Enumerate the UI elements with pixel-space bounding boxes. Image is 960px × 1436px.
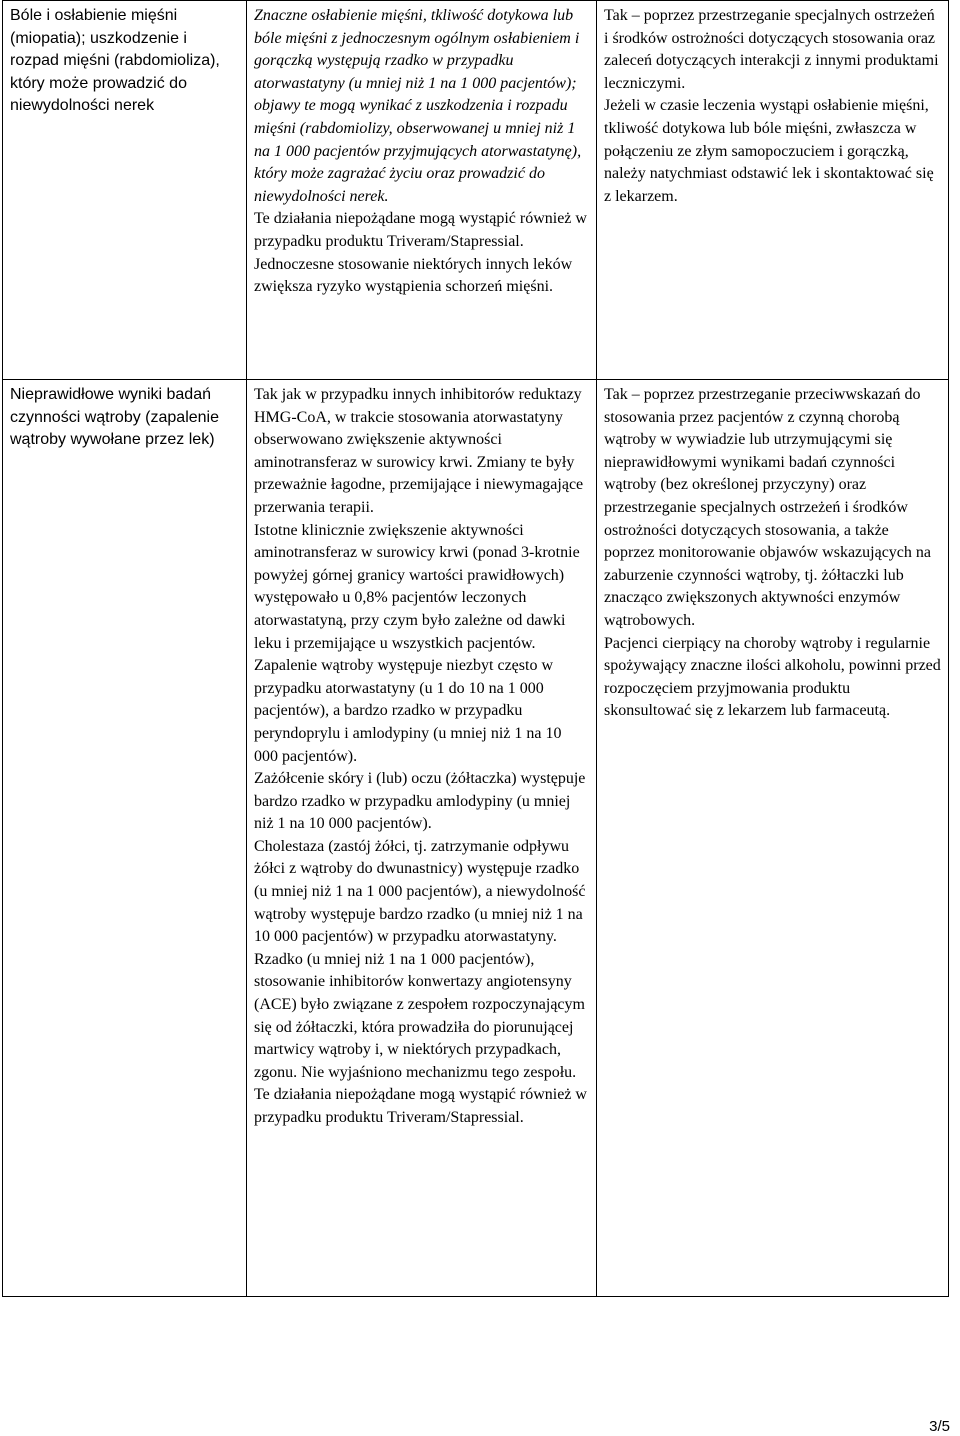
description-cell	[247, 1, 597, 380]
minimization-cell	[597, 1, 949, 380]
effect-text: Nieprawidłowe wyniki badań czynności wątroby (zapalenie wątroby wywołane przez lek)	[10, 386, 219, 449]
description-paragraph: Znaczne osłabienie mięśni, tkliwość dotykowa lub bóle mięśni z jednoczesnym ogólnym osłabieniem i gorączką występują rzadko w przypadku atorwastatyny (u mniej niż 1 na 1 000 pacjentów); objawy te mogą wynikać z uszkodzenia i rozpadu mięśni (rabdomiolizy, obserwowanej u mniej niż 1 na 1 000 pacjentów przyjmujących atorwastatynę), który może zagrażać życiu oraz prowadzić do niewydolności nerek.	[254, 7, 582, 205]
table-row	[3, 380, 949, 1297]
description-paragraph: Te działania niepożądane mogą wystąpić również w przypadku produktu Triveram/Stapressial.	[254, 1086, 587, 1126]
description-paragraph: Istotne klinicznie zwiększenie aktywności aminotransferaz w surowicy krwi (ponad 3-krotnie powyżej górnej granicy wartości prawidłowych) występowało u 0,8% pacjentów leczonych atorwastatyną, przy czym było zależne od dawki leku i przemijające u wszystkich pacjentów.	[254, 521, 580, 652]
description-paragraph: Zażółcenie skóry i (lub) oczu (żółtaczka) występuje bardzo rzadko w przypadku amlodypiny (u mniej niż 1 na 10 000 pacjentów).	[254, 770, 586, 833]
description-paragraph: Tak jak w przypadku innych inhibitorów reduktazy HMG-CoA, w trakcie stosowania atorwastatyny obserwowano zwiększenie aktywności aminotransferaz w surowicy krwi. Zmiany te były przeważnie łagodne, przemijające i niewymagające przerwania terapii.	[254, 386, 584, 516]
effect-text: Bóle i osłabienie mięśni (miopatia); uszkodzenie i rozpad mięśni (rabdomioliza), który może prowadzić do niewydolności nerek	[10, 7, 220, 115]
table-row	[3, 1, 949, 380]
risk-table	[2, 0, 949, 1297]
description-paragraph: Rzadko (u mniej niż 1 na 1 000 pacjentów), stosowanie inhibitorów konwertazy angiotensyny (ACE) było związane z zespołem rozpoczynającym się od żółtaczki, która prowadziła do piorunującej martwicy wątroby i, w niektórych przypadkach, zgonu. Nie wyjaśniono mechanizmu tego zespołu.	[254, 950, 585, 1081]
minimization-paragraph: Tak – poprzez przestrzeganie przeciwwskazań do stosowania przez pacjentów z czynną chorobą wątroby w wywiadzie lub utrzymującymi się nieprawidłowymi wynikami badań czynności wątroby (bez określonej przyczyny) oraz przestrzeganie specjalnych ostrzeżeń i środków ostrożności dotyczących stosowania, a także poprzez monitorowanie objawów wskazujących na zaburzenie czynności wątroby, tj. żółtaczki lub znacząco zwiększonych aktywności enzymów wątrobowych.	[604, 386, 931, 629]
minimization-cell	[597, 380, 949, 1297]
description-paragraph: Jednoczesne stosowanie niektórych innych leków zwiększa ryzyko wystąpienia schorzeń mięśni.	[254, 255, 573, 296]
minimization-paragraph: Jeżeli w czasie leczenia wystąpi osłabienie mięśni, tkliwość dotykowa lub bóle mięśni, zwłaszcza w połączeniu ze złym samopoczuciem i gorączką, należy natychmiast odstawić lek i skontaktować się z lekarzem.	[604, 97, 934, 205]
description-paragraph: Zapalenie wątroby występuje niezbyt często w przypadku atorwastatyny (u 1 do 10 na 1 000 pacjentów), a bardzo rzadko w przypadku peryndoprylu i amlodypiny (u mniej niż 1 na 10 000 pacjentów).	[254, 657, 562, 765]
page-number: 3/5	[929, 1418, 950, 1435]
effect-cell	[3, 1, 247, 380]
description-paragraph: Te działania niepożądane mogą wystąpić również w przypadku produktu Triveram/Stapressial.	[254, 210, 587, 250]
minimization-paragraph: Pacjenci cierpiący na choroby wątroby i regularnie spożywający znaczne ilości alkoholu, powinni przed rozpoczęciem przyjmowania produktu skonsultować się z lekarzem lub farmaceutą.	[604, 634, 941, 720]
description-paragraph: Cholestaza (zastój żółci, tj. zatrzymanie odpływu żółci z wątroby do dwunastnicy) występuje rzadko (u mniej niż 1 na 1 000 pacjentów), a niewydolność wątroby występuje bardzo rzadko (u mniej niż 1 na 10 000 pacjentów) w przypadku atorwastatyny.	[254, 837, 586, 946]
description-cell	[247, 380, 597, 1297]
minimization-paragraph: Tak – poprzez przestrzeganie specjalnych ostrzeżeń i środków ostrożności dotyczących stosowania oraz zaleceń dotyczących interakcji z innymi produktami leczniczymi.	[604, 7, 939, 92]
effect-cell	[3, 380, 247, 1297]
